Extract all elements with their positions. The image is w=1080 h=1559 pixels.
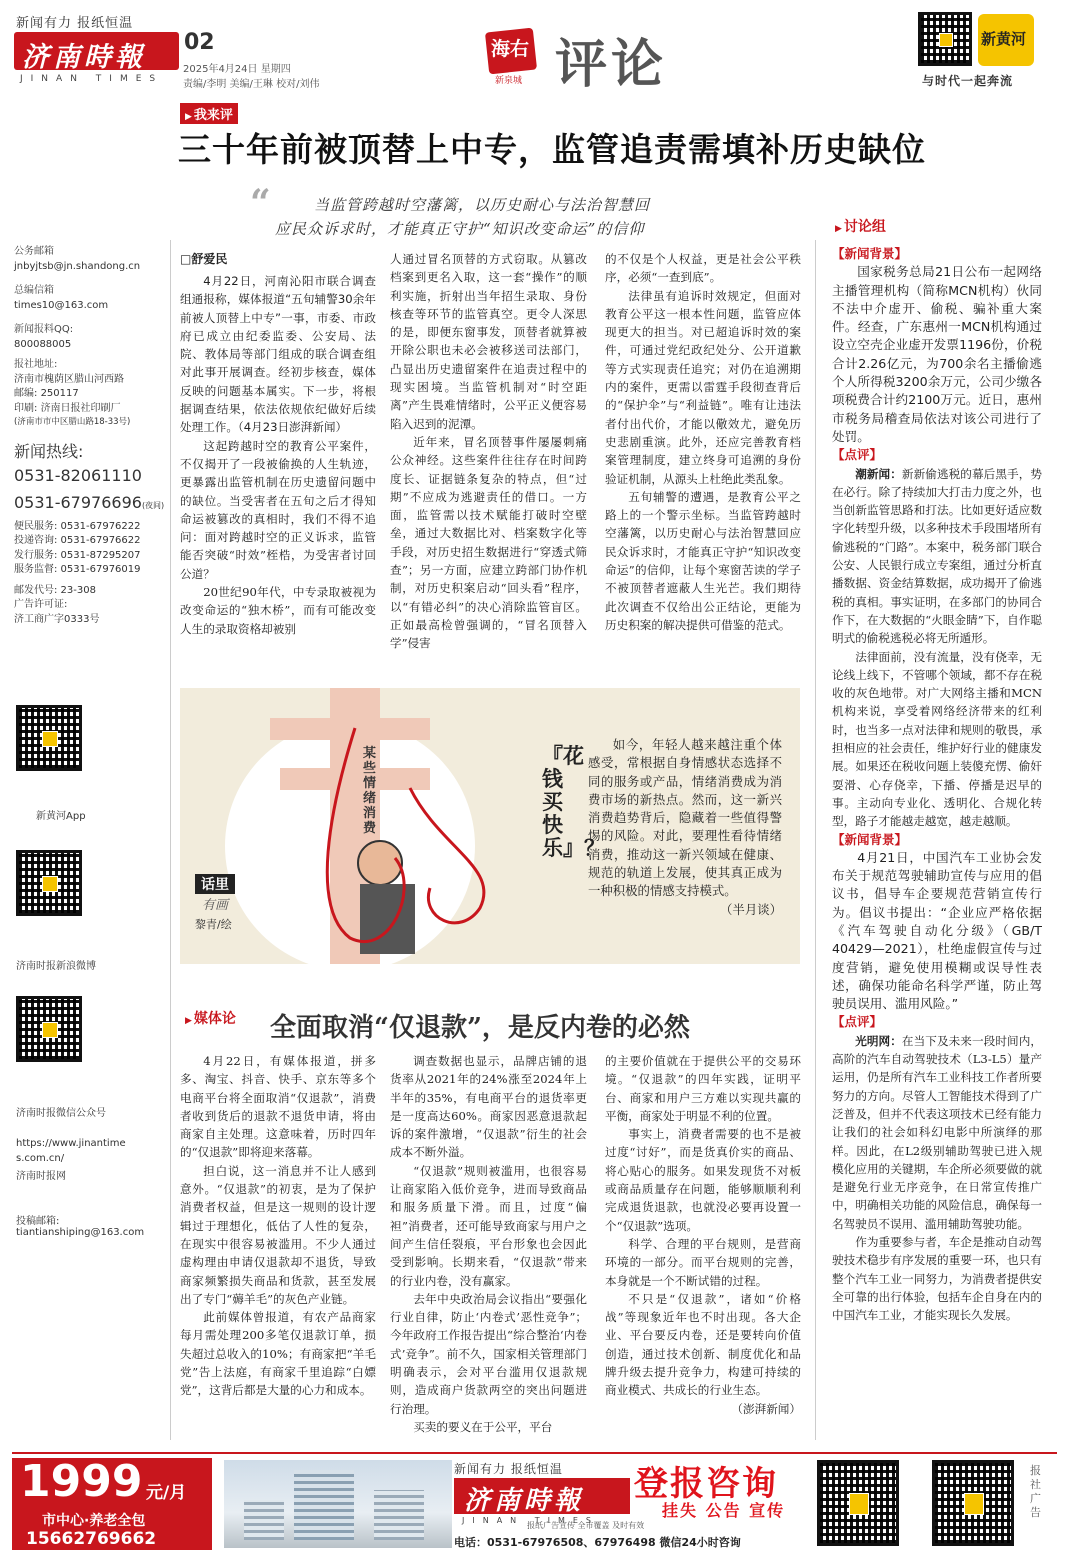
- footer-ad-side-text: 报社广告: [1030, 1464, 1041, 1519]
- section-logo-sub: 新泉城: [495, 76, 523, 86]
- paragraph: 担白说，这一消息并不让人感到意外。“仅退款”的初衷，是为了保护消费者权益，但是这一规则的设计逻辑过于理想化，低估了人性的复杂，在现实中很容易被滥用。不少人通过虚构理由申请仅退款却不退货，导致商家频繁损失商品和货款，甚至发展出了专门“薅羊毛”的灰色产业链。: [180, 1163, 376, 1306]
- paragraph: 此前媒体曾报道，有农产品商家每月需处理200多笔仅退款订单，损失超过总收入的10%；有商家把“羊毛党”告上法庭，有商家千里追踪“白嫖党”，这背后都是大量的心力和成本。: [180, 1310, 376, 1398]
- qr-app-label: 新黄河App: [36, 811, 86, 822]
- sidebar-hotline-2[interactable]: 0531-67976696: [14, 492, 142, 512]
- issue-date: 2025年4月24日 星期四: [183, 64, 291, 75]
- sidebar-website[interactable]: https://www.jinantimes.com.cn/: [16, 1138, 126, 1164]
- footer-ad-price: 1999: [20, 1456, 143, 1507]
- paragraph: 去年中央政治局会议指出“要强化行业自律，防止‘内卷式’恶性竞争”；今年政府工作报告提出“综合整治‘内卷式’竞争”。前不久，国家相关管理部门明确表示，会对平台滥用仅退款规则，造成商户货款两空的突出问题进行治理。: [390, 1291, 587, 1416]
- article1-tag: ▶ 我来评: [180, 103, 238, 124]
- discussion-c2-text: [832, 1032, 1042, 1233]
- sidebar-service-line: 投递咨询: 0531-67976622: [14, 535, 141, 547]
- footer-ad-services: 挂失 公告 宣传: [662, 1501, 786, 1520]
- sidebar-qq-label: 新闻报料QQ:: [14, 324, 74, 335]
- sidebar-service-line: 便民服务: 0531-67976222: [14, 520, 141, 532]
- app-name: 新黄河: [981, 30, 1027, 48]
- qr-code-wechat[interactable]: [16, 996, 82, 1062]
- discussion-c1-text-2: 法律面前，没有流量，没有侥幸，无论线上线下，不管哪个领域，都不存在税收的灰色地带。对广大网络主播和MCN机构来说，享受着网络经济带来的红利时，也当多一点对法律和规则的敬畏，承担相应的社会责任，维护好行业的健康发展。如果还在税收问题上装傻充愣、偷奸耍滑、心存侥幸，下播、停播是迟早的事。主动向专业化、透明化、合规化转型，路子才能越走越宽，越走越顺。: [832, 649, 1042, 829]
- qr-wechat-label: 济南时报微信公众号: [16, 1108, 106, 1119]
- sidebar-email[interactable]: jnbyjtsb@jn.shandong.cn: [14, 260, 141, 272]
- sidebar-service-line: 服务监督: 0531-67976019: [14, 564, 141, 576]
- editors: 责编/李明 美编/王琳 校对/刘伟: [183, 79, 320, 90]
- article1-title: 三十年前被顶替上中专，监管追责需填补历史缺位: [178, 130, 926, 169]
- paragraph: 4月22日，河南沁阳市联合调查组通报称，媒体报道“五旬辅警30余年前被人顶替上中专”一事，市委、市政府已成立由纪委监委、公安局、法院、教体局等部门组成的联合调查组对此事开展调查。经初步核查，媒体反映的问题基本属实。下一步，将根据调查结果，依法依规依纪做好后续处理工作。（4月23日澎湃新闻）: [180, 274, 376, 435]
- app-slogan: 与时代一起奔流: [922, 74, 1014, 88]
- footer-ad-contact: 电话：0531-67976508、67976498 微信24小时咨询: [454, 1536, 741, 1549]
- footer-ad-pinyin: JINAN TIMES: [462, 1516, 599, 1525]
- sidebar-print: 济南日报社印刷厂: [40, 402, 121, 414]
- article2-col2: [390, 1052, 587, 1440]
- cartoon-column-logo-bottom: 有画: [201, 898, 228, 913]
- footer-ad-note: 报纸广告宣传 全市覆盖 及时有效: [527, 1521, 645, 1530]
- masthead-slogan: 新闻有力 报纸恒温: [16, 16, 134, 31]
- discussion-c2-text-2: 作为重要参与者，车企是推动自动驾驶技术稳步有序发展的重要一环，也只有整个汽车工业一同努力，为消费者提供安全可靠的出行体验，包括车企自身在内的中国汽车工业，才能实现长久发展。: [832, 1235, 1042, 1323]
- sidebar-hotline-2-note: (夜间): [141, 500, 165, 510]
- paper-pinyin: JINAN TIMES: [20, 74, 164, 84]
- article1-pullquote-line1: 当监管跨越时空藩篱，以历史耐心与法治智慧回: [314, 196, 651, 214]
- sidebar-divider: [170, 240, 171, 1440]
- paper-logo: [14, 32, 179, 73]
- pole-crossbar-icon: [280, 768, 430, 790]
- cartoon-title: 『花钱买快乐』？: [542, 743, 605, 860]
- section-logo-text: 海右: [491, 38, 530, 60]
- article2-title: 全面取消“仅退款”，是反内卷的必然: [270, 1013, 690, 1043]
- sidebar-address-label: 报社地址:: [14, 359, 58, 370]
- sidebar-address: 济南市槐荫区腊山河西路: [14, 373, 124, 385]
- cartoon-column-logo: [195, 874, 235, 913]
- paragraph: 调查数据也显示，品牌店铺的退货率从2021年的24%涨至2024年上半年的35%，有电商平台的退货率更是一度高达60%。商家因恶意退款起诉的案件激增，“仅退款”衍生的社会成本不断外溢。: [390, 1054, 587, 1160]
- paragraph: 这起跨越时空的教育公平案件，不仅揭开了一段被偷换的人生轨迹，更暴露出监管机制在历史遗留问题中的缺位。当受害者在五旬之后才得知命运被篡改的真相时，我们不得不追问：面对跨越时空的正义诉求，监管能否突破“时效”桎梏，为受害者讨回公道？: [180, 438, 376, 581]
- paragraph: 不只是“仅退款”，诸如“价格战”等现象近年也不时出现。各大企业、平台要反内卷，还是要转向价值创造，通过技术创新、制度优化和品牌升级去提升竞争力，构建可持续的商业模式、共成长的行业生态。: [605, 1291, 801, 1398]
- sidebar-hotline-1[interactable]: 0531-82061110: [14, 465, 142, 485]
- sidebar-ad-license: 济工商广字0333号: [14, 613, 100, 625]
- masthead: [0, 0, 1080, 100]
- qr-code-weibo[interactable]: [16, 850, 82, 916]
- sidebar-ad-license-label: 广告许可证:: [14, 599, 68, 611]
- footer-ad-phone[interactable]: 15662769662: [26, 1529, 157, 1549]
- footer-ad-paper-name: 济南時報: [464, 1486, 585, 1516]
- sidebar-print-label: 印刷:: [14, 402, 38, 414]
- person-body-icon: [360, 884, 415, 954]
- discussion-c1-source: 潮新闻：: [855, 466, 902, 481]
- paragraph: 法律虽有追诉时效规定，但面对教育公平这一根本性问题，监管应体现更大的担当。对已超追诉时效的案件，可通过党纪政纪处分、公开道歉等方式实现责任追究；对仍在追溯期内的案件，更需以雷霆手段彻查背后的“保护伞”与“利益链”。唯有让违法者付出代价，才能以儆效尤，避免历史悲剧重演。此外，还应完善教育档案管理制度，建立终身可追溯的身份验证机制，从源头上杜绝此类乱象。: [605, 288, 801, 486]
- sidebar-service-line: 发行服务: 0531-87295207: [14, 549, 141, 561]
- footer-ad-slogan: 新闻有力 报纸恒温: [454, 1462, 563, 1476]
- article2-col3: [605, 1052, 801, 1440]
- footer-ad-location: 市中心·养老全包: [42, 1513, 146, 1529]
- sidebar-contrib-email[interactable]: tiantianshiping@163.com: [16, 1227, 145, 1238]
- discussion-c1-body: 新新偷逃税的幕后黑手，势在必行。除了持续加大打击力度之外，也当创新监管思路和打法。比如更好适应数字化转型升级，以多种技术手段围堵所有偷逃税的“门路”。本案中，税务部门联合公安、人民银行成立专案组，通过分析直播数据、资金结算数据，成功揭开了偷逃税的真相。事实证明，在多部门的协同合作下，在大数据的“火眼金睛”下，自作聪明式的偷税逃税必将无所遁形。: [832, 466, 1042, 646]
- qr-code-app[interactable]: [16, 705, 82, 771]
- page-number: 02: [184, 30, 215, 55]
- cartoon-column-logo-top: 话里: [195, 874, 235, 894]
- paragraph: “仅退款”规则被滥用，也很容易让商家陷入低价竞争，进而导致商品和服务质量下滑。而且，过度“偏袒”消费者，还可能导致商家与用户之间产生信任裂痕，平台形象也会因此受到影响。长期来看，“仅退款”带来的行业内卷，没有赢家。: [390, 1163, 587, 1288]
- sidebar-website-label: 济南时报网: [16, 1171, 66, 1182]
- article2-signature: （澎湃新闻）: [731, 1401, 801, 1416]
- cartoon-panel: [180, 688, 800, 964]
- paragraph: 20世纪90年代，中专录取被视为改变命运的“独木桥”，而有可能改变人生的录取资格却被别: [180, 585, 376, 636]
- paragraph: 的主要价值就在于提供公平的交易环境。“仅退款”的四年实践，证明平台、商家和用户三方难以实现共赢的平衡，商家处于明显不利的位置。: [605, 1054, 801, 1123]
- paragraph: 事实上，消费者需要的也不是被过度“讨好”，而是货真价实的商品、将心贴心的服务。如果发现货不对板或商品质量存在问题，能够顺顺利利完成退货退款，也就没必要再设置一个“仅退款”选项。: [605, 1127, 801, 1233]
- paragraph: 买卖的要义在于公平，平台: [413, 1419, 553, 1434]
- footer-ad-qr-code-1[interactable]: [817, 1460, 899, 1546]
- paragraph: 近年来，冒名顶替事件屡屡刺痛公众神经。这些案件往往存在时间跨度长、证据链条复杂的特点，但“过期”不应成为逃避责任的借口。一方面，监管需以技术赋能打破时空壁垒，通过大数据比对、档案数字化等手段，对历史招生数据进行“穿透式筛查”；另一方面，应建立跨部门协作机制，对历史积案启动“回头看”程序，以“有错必纠”的决心消除监管盲区。正如最高检曾强调的，“冒名顶替入学”侵害: [390, 434, 587, 651]
- footer-ad-building-image: [224, 1460, 452, 1548]
- quote-mark: “: [250, 182, 271, 224]
- sidebar-chief-email[interactable]: times10@163.com: [14, 299, 109, 311]
- cartoon-text: [588, 736, 782, 919]
- paragraph: 人通过冒名顶替的方式窃取。从篡改档案到更名入取，这一套“操作”的顺利实施，折射出当年招生录取、身份核查等环节的监管真空。更令人深思的是，即便东窗事发，顶替者就算被开除公职也未必会被移送司法部门，凸显出历史遗留案件在追责过程中的现实困境。当监管机制对“时空距离”产生畏难情绪时，公平正义便容易陷入迟到的泥潭。: [390, 252, 587, 431]
- article1-pullquote-line2: 应民众诉求时，才能真正守护“知识改变命运”的信仰: [275, 220, 645, 238]
- sidebar-contrib-label: 投稿邮箱:: [16, 1216, 60, 1227]
- cartoon-illustration: [180, 688, 540, 964]
- footer-ad[interactable]: [12, 1452, 1057, 1552]
- discussion-c2-label: 【点评】: [832, 1014, 883, 1030]
- right-column-divider: [815, 240, 816, 1440]
- article1-col3: [605, 250, 801, 652]
- footer-ad-consult[interactable]: 登报咨询: [634, 1464, 778, 1504]
- cartoon-signature: （半月谈）: [720, 901, 782, 917]
- sidebar-qq: 800088005: [14, 338, 72, 350]
- sidebar-chief-email-label: 总编信箱: [14, 285, 54, 296]
- paragraph: 五旬辅警的遭遇，是教育公平之路上的一个警示坐标。当监管跨越时空藩篱，以历史耐心与法治智慧回应民众诉求时，才能真正守护“知识改变命运”的信仰，让每个寒窗苦读的学子不被顶替者遮蔽人生光芒。我们期待此次调查不仅给出公正结论，更能为历史积案的解决提供可借鉴的范式。: [605, 489, 801, 632]
- cartoon-artist: 黎青/绘: [195, 918, 232, 931]
- section-title: 评论: [555, 35, 668, 95]
- sidebar-post-code: 邮发代号: 23-308: [14, 584, 96, 596]
- article2-tag: ▶ 媒体论: [180, 1007, 241, 1029]
- paper-name: 济南時報: [22, 42, 146, 73]
- footer-ad-qr-code-2[interactable]: [932, 1460, 1014, 1546]
- article2-col1: [180, 1052, 376, 1440]
- article1-col1: [180, 272, 376, 676]
- footer-ad-paper-logo: [454, 1478, 630, 1514]
- paragraph: 的不仅是个人权益，更是社会公平秩序，必须“一查到底”。: [605, 252, 801, 285]
- discussion-bg2-text: 4月21日，中国汽车工业协会发布关于规范驾驶辅助宣传与应用的倡议书，倡导车企要规范营销宣传行为。倡议书提出：“企业应严格依据《汽车驾驶自动化分级》（GB/T 40429—2021），杜绝虚假宣传与过度营销，避免使用模糊或误导性表述，确保功能命名科学严谨，防止驾驶员误用、滥用风险。”: [832, 849, 1042, 1012]
- discussion-bg1-text: 国家税务总局21日公布一起网络主播管理机构（简称MCN机构）伙同不法中介虚开、偷税、骗补重大案件。经查，广东惠州一MCN机构通过设立空壳企业虚开发票1196份，价税合计2.26亿元，为700余名主播偷逃个人所得税3200余万元，公司少缴各项税费合计约2100万元。近日，惠州市税务局稽查局依法对该公司进行了处罚。: [832, 264, 1042, 444]
- discussion-bg2-label: 【新闻背景】: [832, 831, 908, 847]
- discussion-c1-text: [832, 465, 1042, 648]
- article1-author: □舒爱民: [180, 252, 228, 266]
- qr-weibo-label: 济南时报新浪微博: [16, 961, 96, 972]
- article1-col2: [390, 250, 587, 652]
- person-head-icon: [358, 841, 402, 885]
- paragraph: 科学、合理的平台规则，是营商环境的一部分。而平台规则的完善，本身就是一个不断试错的过程。: [605, 1236, 801, 1288]
- masthead-qr-code: [918, 12, 972, 66]
- discussion-bg1-label: 【新闻背景】: [832, 246, 908, 261]
- app-logo: [978, 14, 1034, 66]
- discussion-tag: ▶ 讨论组: [830, 215, 891, 237]
- cartoon-text-body: 如今，年轻人越来越注重个体感受，常根据自身情感状态选择不同的服务或产品，情绪消费成为消费市场的新热点。然而，这一新兴消费趋势背后，隐藏着一些值得警惕的风险。对此，要理性看待情绪消费，推动这一新兴领域在健康、规范的轨道上发展，使其真正成为一种积极的情感支持模式。: [588, 737, 782, 899]
- sidebar-zip-label: 邮编:: [14, 388, 38, 399]
- sidebar: [14, 245, 174, 627]
- discussion-c2-body: 在当下及未来一段时间内，高阶的汽车自动驾驶技术（L3-L5）量产运用，仍是所有汽车工业科技工作者所要努力的方向。尽管人工智能技术得到了广泛普及，但并不代表这项技术已经有能力让我们的社会如科幻电影中所演绎的那样。因此，在L2级别辅助驾驶已进入规模化应用的关键期，车企所必须要做的就是避免行业无序竞争，在日常宣传推广中，明确相关功能的风险信息，确保每一名驾驶员不误用、滥用辅助驾驶功能。: [832, 1033, 1042, 1231]
- section-logo: [487, 26, 545, 86]
- footer-ad-price-unit: 元/月: [146, 1483, 187, 1503]
- cartoon-pole-text: 某些情绪消费: [363, 746, 377, 836]
- discussion-column: [832, 245, 1042, 1440]
- sidebar-hotline-label: 新闻热线:: [14, 442, 84, 462]
- sidebar-zip: 250117: [40, 388, 79, 399]
- sidebar-print-address: (济南市市中区腊山路18-33号): [14, 417, 131, 427]
- paragraph: 4月22日，有媒体报道，拼多多、淘宝、抖音、快手、京东等多个电商平台将全面取消“仅退款”，消费者收到货后的退款不退货申请，将由商家自主处理。这意味着，历时四年的“仅退款”即将迎来落幕。: [180, 1054, 376, 1160]
- discussion-c1-label: 【点评】: [832, 447, 883, 463]
- discussion-c2-source: 光明网：: [855, 1033, 902, 1048]
- footer-ad-price-box: [12, 1458, 212, 1550]
- sidebar-email-label: 公务邮箱: [14, 246, 54, 257]
- pole-crossbar-icon: [270, 718, 430, 740]
